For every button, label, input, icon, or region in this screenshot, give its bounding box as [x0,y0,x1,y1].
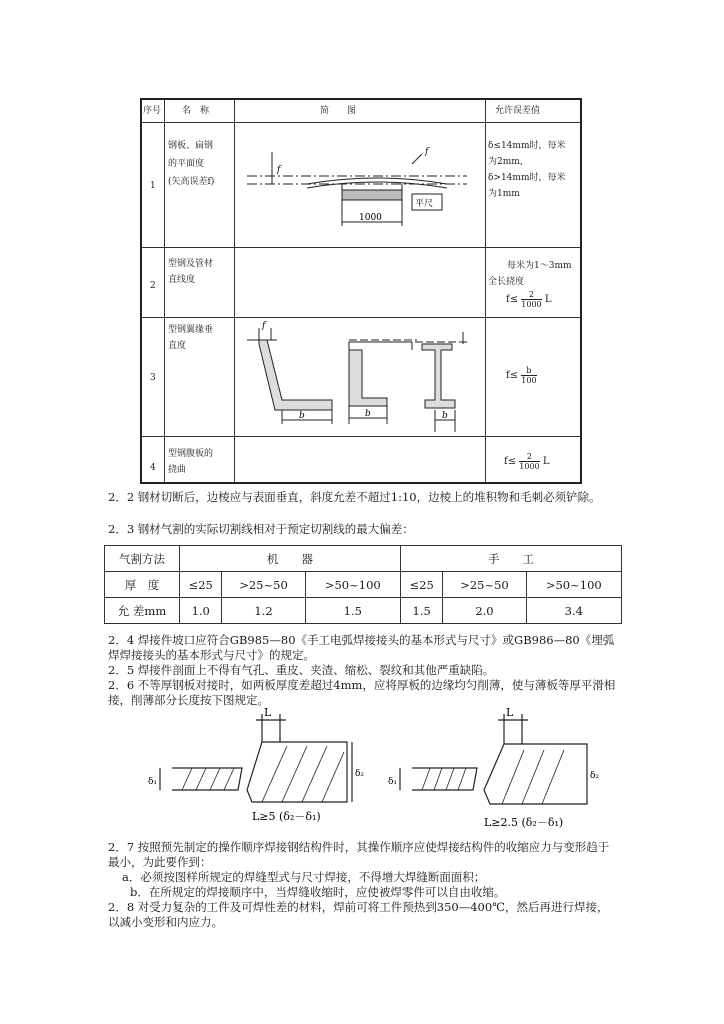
row3-sketch-f-left: f [262,321,266,331]
fig-right-L: L [506,706,514,719]
table-cell: ≤25 [400,572,442,598]
paragraph-2-8: 2．8 对受力复杂的工件及可焊性差的材料，焊前可将工件预热到350—400℃，然后再进行焊接，以减小变形和内应力。 [108,900,609,929]
row1-tol-line1: δ≤14mm时，每米 [488,141,566,151]
table-cell: >25~50 [222,572,305,598]
row2-formula-suffix: L [544,294,552,305]
row2-formula [506,290,551,309]
paragraph-2-4: 2．4 焊接件坡口应符合GB985—80《手工电弧焊接接头的基本形式与尺寸》或GB986—80《埋弧焊焊接接头的基本形式与尺寸》的规定。 [108,633,615,662]
table-cell: 1.2 [222,598,305,624]
row3-no: 3 [150,373,156,383]
row1-tol-line2: 为2mm， [488,157,529,167]
row1-name-line2: 的平面度 [168,159,205,169]
paragraph-2-2: 2．2 钢材切断后，边棱应与表面垂直，斜度允差不超过1:10，边棱上的堆积物和毛刺必须铲除。 [108,490,601,504]
table-cell: 2.0 [443,598,526,624]
row1-sketch-f: f [277,165,281,175]
fig-left-d2: δ₂ [355,769,365,779]
tolerance-table-scan [140,98,582,484]
row4-name-line2: 挠曲 [168,465,187,475]
row3-formula-den: 100 [521,376,537,385]
row1-sketch [237,124,483,246]
row1-tol-line3: δ>14mm时，每米 [488,173,566,183]
row3-formula-prefix: f≤ [506,370,519,381]
paragraph-2-3: 2．3 钢材气割的实际切割线相对于预定切割线的最大偏差： [108,522,414,536]
row2-formula-den: 1000 [521,300,542,309]
row3-sketch-b-right: b [442,411,448,421]
row1-name-line1: 钢板、扁钢 [168,141,214,151]
table-cell: 1.5 [400,598,442,624]
row2-name-line2: 直线度 [168,275,196,285]
table-cell: >50~100 [305,572,400,598]
header-tolerance: 允许误差值 [495,106,541,116]
row1-no: 1 [150,181,156,191]
row1-sketch-ruler: 平尺 [415,199,434,209]
row4-formula [504,452,549,471]
table-cell: 手 工 [400,546,621,572]
paragraph-2-7-a: a．必须按图样所规定的焊缝型式与尺寸焊接，不得增大焊缝断面面积； [122,870,486,884]
row4-no: 4 [150,463,156,473]
paragraph-2-7: 2．7 按照预先制定的操作顺序焊接钢结构件时，其操作顺序应使焊接结构件的收缩应力与变形趋于最小，为此要作到： [108,840,610,869]
fig-left-d1: δ₁ [148,777,158,787]
table-cell: ≤25 [180,572,222,598]
row3-sketch-b-left: b [299,411,305,421]
row1-sketch-f2: f [425,147,429,157]
table-cell: 1.5 [305,598,400,624]
row1-tol-line4: 为1mm [488,189,520,199]
row3-formula [506,366,537,385]
row3-sketch [237,320,483,434]
row2-formula-num: 2 [521,290,541,300]
row3-name-line2: 直度 [168,341,187,351]
paragraph-2-7-b: b．在所规定的焊接顺序中，当焊缝收缩时，应使被焊零件可以自由收缩。 [130,885,506,899]
row2-tol-line1: 每米为1～3mm [507,261,572,271]
row-divider [142,436,580,437]
table-row [105,546,622,572]
table-row [105,572,622,598]
row4-formula-num: 2 [519,452,539,462]
table-cell: >25~50 [443,572,526,598]
row1-name-line3: (矢高误差f) [168,177,215,187]
row4-formula-prefix: f≤ [504,456,517,467]
fig-right-formula: L≥2.5 (δ₂－δ₁) [484,816,564,829]
paragraph-2-5: 2．5 焊接件剖面上不得有气孔、重皮、夹渣、缩松、裂纹和其他严重缺陷。 [108,663,495,677]
row-divider [142,317,580,318]
table-cell: 3.4 [526,598,621,624]
table-cell: >50~100 [526,572,621,598]
fig-left-L: L [264,706,272,719]
row3-sketch-b-mid: b [365,409,371,419]
table-cell: 允 差mm [105,598,180,624]
row-divider [142,247,580,248]
row4-formula-suffix: L [542,456,550,467]
row2-tol-line2: 全长挠度 [488,277,525,287]
table-cell: 1.0 [180,598,222,624]
row4-formula-den: 1000 [519,462,540,471]
plate-thinning-figure [112,706,618,836]
row2-name-line1: 型钢及管材 [168,259,214,269]
table-cell: 气割方法 [105,546,180,572]
fig-left-formula: L≥5 (δ₂－δ₁) [252,810,321,823]
table-cell: 机 器 [180,546,401,572]
header-no: 序号 [143,106,162,116]
row2-formula-prefix: f≤ [506,294,519,305]
col-divider [234,100,235,482]
header-name: 名 称 [182,106,210,116]
header-sketch: 简 图 [320,106,357,116]
paragraph-2-6: 2．6 不等厚钢板对接时，如两板厚度差超过4mm，应将厚板的边缘均匀削薄，使与薄板等厚平滑相接，削薄部分长度按下图规定。 [108,678,616,707]
cutting-deviation-table [104,545,622,624]
fig-right-d1: δ₁ [388,777,398,787]
row-divider [142,122,580,123]
row3-formula-num: b [521,366,536,376]
row1-sketch-dim: 1000 [359,213,382,223]
col-divider [485,100,486,482]
table-cell: 厚 度 [105,572,180,598]
table-row [105,598,622,624]
row2-no: 2 [150,281,156,291]
row4-name-line1: 型钢腹板的 [168,449,214,459]
row3-name-line1: 型钢翼缘垂 [168,325,214,335]
col-divider [164,100,165,482]
fig-right-d2: δ₂ [590,771,600,781]
